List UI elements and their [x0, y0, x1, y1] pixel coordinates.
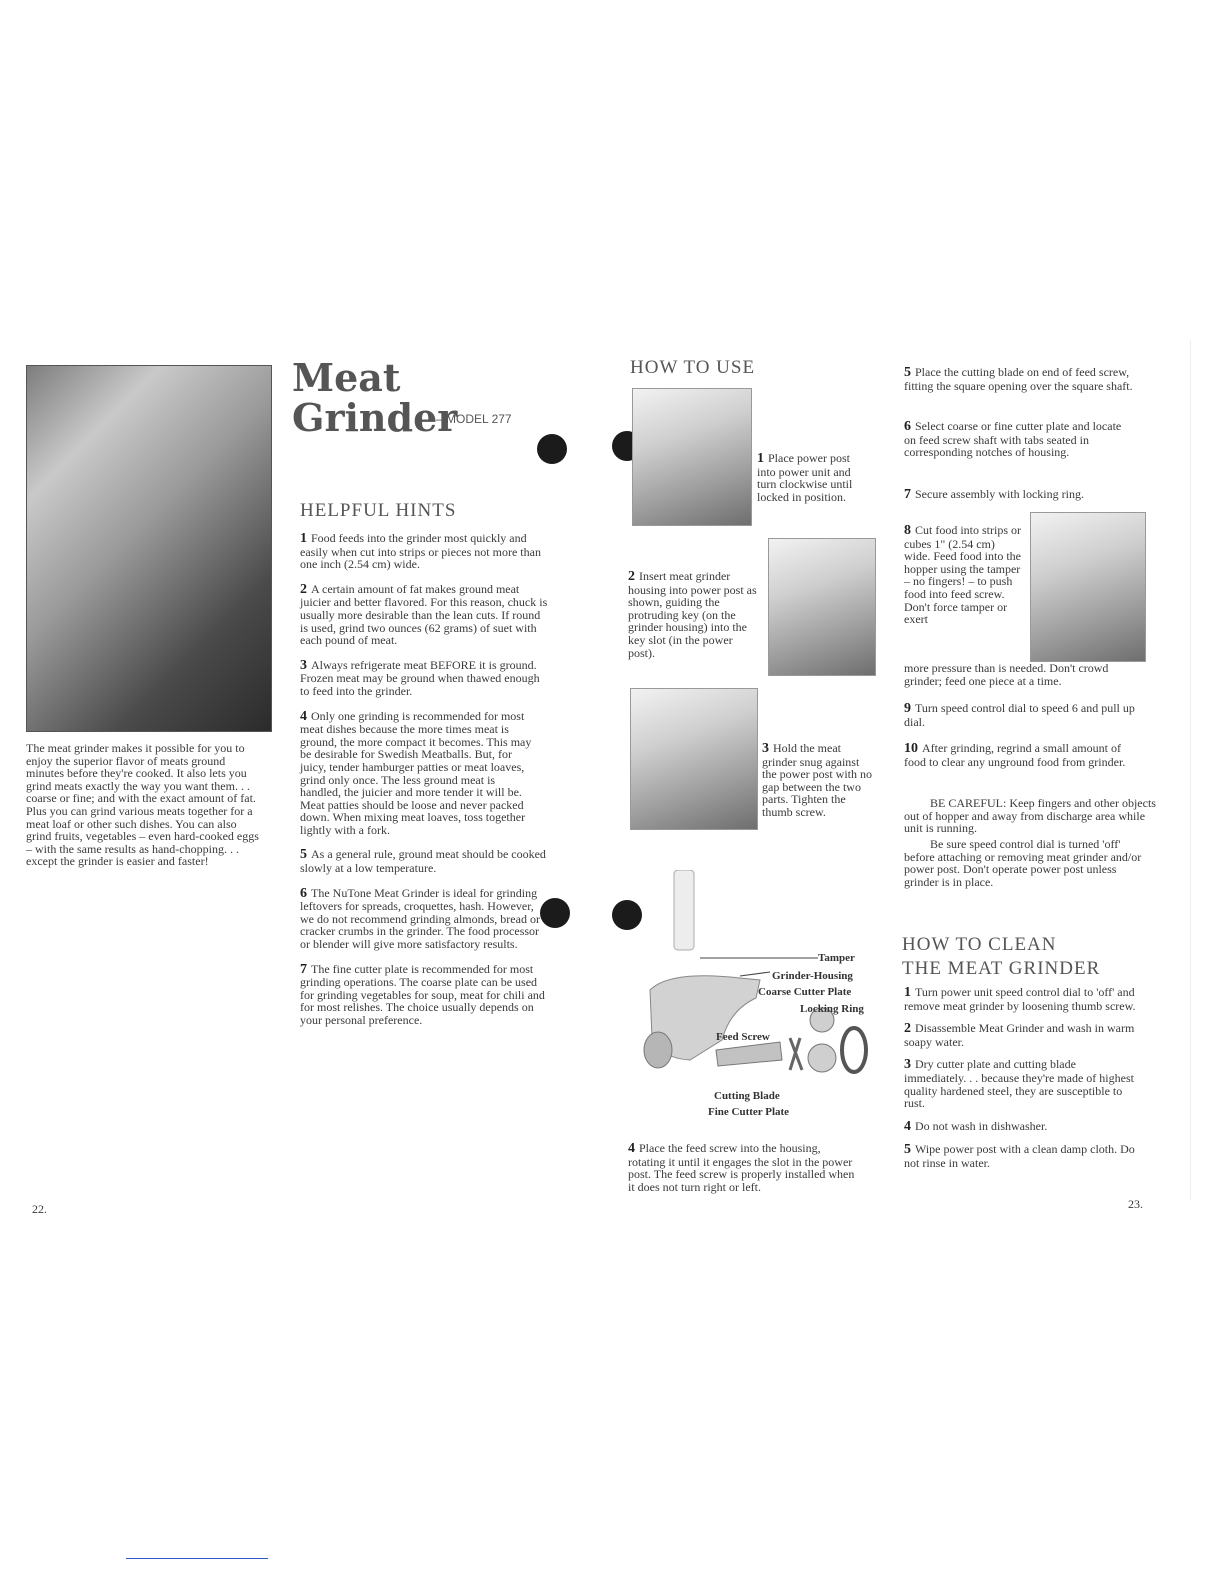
- hole-punch-marker: [540, 898, 570, 928]
- feed-screw-part: [716, 1042, 782, 1066]
- label-coarse-plate: Coarse Cutter Plate: [758, 986, 852, 998]
- step7-text: 7 Secure assembly with locking ring.: [904, 487, 1084, 502]
- how-to-use-heading: HOW TO USE: [630, 357, 756, 378]
- page-divider: [1190, 340, 1191, 1200]
- leader-line: [740, 972, 770, 976]
- tamper-part: [674, 870, 694, 950]
- cutting-blade-part: [790, 1038, 802, 1070]
- intro-caption: The meat grinder makes it possible for you to enjoy the superior flavor of meats ground minutes before they're cooked. It also lets you grind meats exactly the way you want them. . . coarse or fine; and with the exact amount of fat. Plus you can grind various meats together for a meat loaf or other such dishes. You can also grind fruits, vegetables – even hard-cooked eggs – with the same results as hand-chopping. . . except the grinder is easier and faster!: [26, 741, 259, 869]
- clean-step-4: 4 Do not wash in dishwasher.: [904, 1118, 1048, 1134]
- meat-grinder-photo: [26, 365, 272, 732]
- caution-text-2: Be sure speed control dial is turned 'off' before attaching or removing meat grinder and/or power post. Don't operate power post unless grinder is in place.: [904, 837, 1142, 889]
- housing-outlet: [644, 1032, 672, 1068]
- page-number-right: 23.: [1128, 1197, 1143, 1211]
- step6-text: 6 Select coarse or fine cutter plate and locate on feed screw shaft with tabs seated in corresponding notches of housing.: [904, 419, 1122, 460]
- step1-photo: [632, 388, 752, 526]
- title-line2: Grinder: [292, 395, 458, 440]
- clean-step-1: 1 Turn power unit speed control dial to 'off' and remove meat grinder by loosening thumb screw.: [904, 985, 1136, 1013]
- hint-6: 6 The NuTone Meat Grinder is ideal for grinding leftovers for spreads, croquettes, hash. However, we do not recommend grinding almonds, bread or cracker crumbs in the grinder. The food processor or blender will give more satisfactory results.: [300, 885, 540, 952]
- step5-text: 5 Place the cutting blade on end of feed screw, fitting the square opening over the square shaft.: [904, 365, 1133, 393]
- label-housing: Grinder-Housing: [772, 970, 853, 982]
- step10-text: 10 After grinding, regrind a small amount of food to clear any unground food from grinder.: [904, 741, 1126, 769]
- clean-heading-1: HOW TO CLEAN: [902, 934, 1057, 955]
- step4-text: 4 Place the feed screw into the housing, rotating it until it engages the slot in the power post. The feed screw is properly installed when it does not turn right or left.: [628, 1141, 855, 1194]
- label-cutting-blade: Cutting Blade: [714, 1090, 780, 1102]
- clean-step-3: 3 Dry cutter plate and cutting blade immediately. . . because they're made of highest quality hardened steel, they are susceptible to rust.: [904, 1057, 1134, 1111]
- label-locking-ring: Locking Ring: [800, 1003, 864, 1015]
- clean-heading-2: THE MEAT GRINDER: [902, 958, 1101, 979]
- step8-text-continued: more pressure than is needed. Don't crowd grinder; feed one piece at a time.: [904, 661, 1109, 688]
- label-feed-screw: Feed Screw: [716, 1031, 770, 1043]
- clean-steps: [904, 986, 1140, 1170]
- hints-heading: HELPFUL HINTS: [300, 500, 457, 521]
- hint-4: 4 Only one grinding is recommended for most meat dishes because the more times meat is ground, the more compact it becomes. This may be desirable for Swedish Meatballs. But, for juicy, tender hamburger patties or meat loaves, grind only once. The less ground meat is handled, the juicier and more tender it will be. Meat patties should be loose and never packed down. When mixing meat loaves, toss together lightly with a fork.: [300, 708, 532, 837]
- step9-text: 9 Turn speed control dial to speed 6 and pull up dial.: [904, 701, 1135, 729]
- step8-text: 8 Cut food into strips or cubes 1" (2.54 cm) wide. Feed food into the hopper using the tamper – no fingers! – to push food into feed screw. Don't force tamper or exert: [904, 523, 1022, 627]
- fine-plate-part: [808, 1044, 836, 1072]
- step2-photo: [768, 538, 876, 676]
- hint-5: 5 As a general rule, ground meat should be cooked slowly at a low temperature.: [300, 847, 546, 876]
- locking-ring-part: [842, 1028, 866, 1072]
- clean-step-2: 2 Disassemble Meat Grinder and wash in warm soapy water.: [904, 1021, 1135, 1049]
- label-fine-plate: Fine Cutter Plate: [708, 1106, 790, 1118]
- hint-7: 7 The fine cutter plate is recommended for most grinding operations. The coarse plate can be used for grinding vegetables for soup, meat for chili and for most relishes. The choice usually depends on your personal preference.: [300, 961, 545, 1027]
- step2-text: 2 Insert meat grinder housing into power post as shown, guiding the protruding key (on the grinder housing) into the key slot (in the power post).: [628, 569, 757, 660]
- label-tamper: Tamper: [818, 952, 855, 964]
- caution-text: BE CAREFUL: Keep fingers and other objects out of hopper and away from discharge area while unit is running.: [904, 796, 1156, 836]
- step3-photo: [630, 688, 758, 830]
- hint-2: 2 A certain amount of fat makes ground meat juicier and better flavored. For this reason, chuck is usually more desirable than the lean cuts. If round is used, grind two ounces (62 grams) of suet with each pound of meat.: [300, 581, 548, 648]
- step8-photo: [1030, 512, 1146, 662]
- clean-step-5: 5 Wipe power post with a clean damp cloth. Do not rinse in water.: [904, 1142, 1135, 1170]
- model-label: – MODEL 277: [436, 412, 512, 426]
- hint-3: 3 Always refrigerate meat BEFORE it is ground. Frozen meat may be ground when thawed enough to feed into the grinder.: [300, 657, 540, 698]
- hint-1: 1 Food feeds into the grinder most quickly and easily when cut into strips or pieces not more than one inch (2.54 cm) wide.: [300, 531, 541, 572]
- footer-rule: [126, 1558, 268, 1559]
- title-line1: Meat: [292, 355, 401, 400]
- step1-text: 1 Place power post into power unit and turn clockwise until locked in position.: [757, 451, 853, 504]
- step3-text: 3 Hold the meat grinder snug against the power post with no gap between the two parts. Tighten the thumb screw.: [762, 741, 872, 819]
- hints-list: [300, 532, 550, 1027]
- hole-punch-marker: [537, 434, 567, 464]
- page-number-left: 22.: [32, 1202, 47, 1216]
